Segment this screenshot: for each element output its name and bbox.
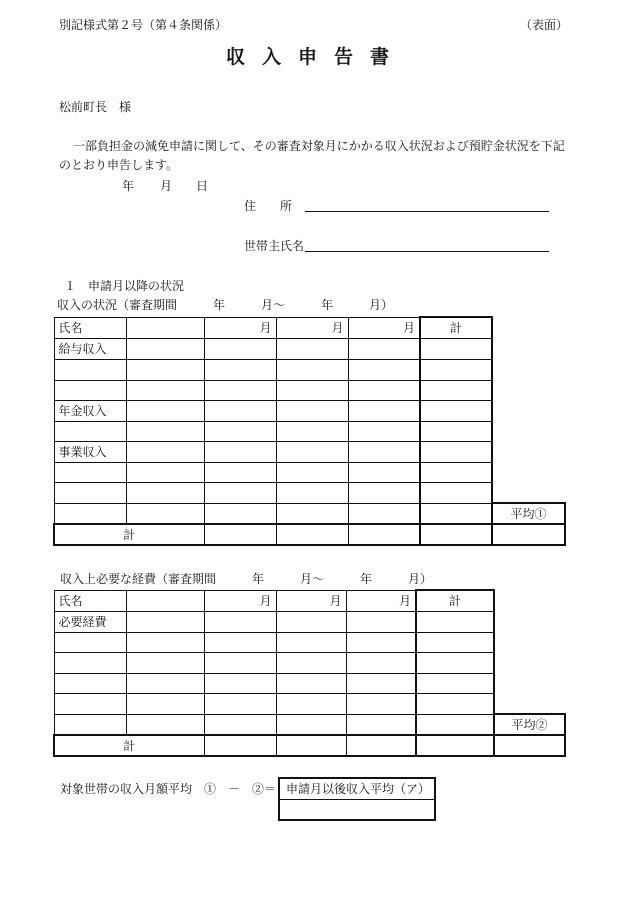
average-1-label: 平均① (492, 503, 565, 524)
month-column-header: 月 (346, 590, 416, 611)
row-label: 年金収入 (54, 400, 126, 421)
date-day-label: 日 (196, 179, 209, 193)
table-row (54, 652, 565, 673)
page-side-label: （表面） (520, 18, 569, 32)
table-row (54, 400, 565, 421)
table-row (54, 338, 565, 359)
table-cell[interactable] (126, 317, 204, 338)
row-label (54, 632, 126, 652)
intro-line-2: のとおり申告します。 (59, 158, 179, 172)
table-row (54, 673, 565, 693)
table-row (54, 380, 565, 400)
row-label (54, 380, 126, 400)
table-row (54, 611, 565, 632)
monthly-income-average-formula: 対象世帯の収入月額平均 ① － ②＝ (60, 782, 277, 796)
row-label: 給与収入 (54, 338, 126, 359)
table-row (54, 693, 565, 714)
row-label (54, 462, 126, 482)
section-1-heading: １ 申請月以降の状況 (64, 279, 185, 293)
row-label (54, 693, 126, 714)
table-row (54, 632, 565, 652)
row-label: 事業収入 (54, 441, 126, 462)
table-row (54, 714, 565, 735)
income-average-result-box (278, 777, 436, 821)
table-header-row (54, 317, 565, 338)
date-month-label: 月 (160, 179, 173, 193)
expense-table (53, 589, 566, 757)
householder-name-input-line[interactable] (305, 251, 549, 252)
address-label: 住 所 (244, 199, 293, 213)
income-average-result-value[interactable] (280, 799, 434, 820)
row-label: 必要経費 (54, 611, 126, 632)
row-label (54, 421, 126, 441)
table-cell[interactable] (126, 590, 204, 611)
row-label (54, 359, 126, 380)
name-column-header: 氏名 (54, 590, 126, 611)
row-label (54, 503, 126, 524)
expense-review-period: 収入上必要な経費（審査期間 年 月～ 年 月） (60, 572, 433, 586)
document-title: 収入申告書 (226, 46, 407, 68)
row-label (54, 714, 126, 735)
row-label (54, 482, 126, 503)
month-column-header: 月 (204, 317, 276, 338)
month-column-header: 月 (204, 590, 276, 611)
intro-line-1: 一部負担金の減免申請に関して、その審査対象月にかかる収入状況および預貯金状況を下記 (73, 139, 565, 153)
row-label (54, 652, 126, 673)
total-column-header: 計 (416, 590, 494, 611)
income-table (53, 316, 566, 546)
form-number: 別記様式第２号（第４条関係） (59, 18, 228, 32)
month-column-header: 月 (276, 590, 346, 611)
addressee: 松前町長 様 (59, 100, 132, 114)
table-header-row (54, 590, 565, 611)
average-2-value[interactable] (494, 735, 565, 756)
income-review-period: 収入の状況（審査期間 年 月～ 年 月） (57, 298, 394, 312)
table-row (54, 359, 565, 380)
average-1-value[interactable] (492, 524, 565, 545)
table-row (54, 441, 565, 462)
name-column-header: 氏名 (54, 317, 126, 338)
total-row-label: 計 (54, 524, 204, 545)
address-input-line[interactable] (305, 211, 549, 212)
table-row (54, 503, 565, 524)
table-row (54, 462, 565, 482)
total-row-label: 計 (54, 735, 204, 756)
table-total-row (54, 735, 565, 756)
table-row (54, 421, 565, 441)
table-row (54, 482, 565, 503)
total-column-header: 計 (420, 317, 492, 338)
row-label (54, 673, 126, 693)
householder-name-label: 世帯主氏名 (244, 239, 305, 253)
month-column-header: 月 (276, 317, 348, 338)
average-2-label: 平均② (494, 714, 565, 735)
table-total-row (54, 524, 565, 545)
date-year-label: 年 (122, 179, 135, 193)
month-column-header: 月 (348, 317, 420, 338)
income-average-result-label: 申請月以後収入平均（ア） (286, 782, 431, 796)
